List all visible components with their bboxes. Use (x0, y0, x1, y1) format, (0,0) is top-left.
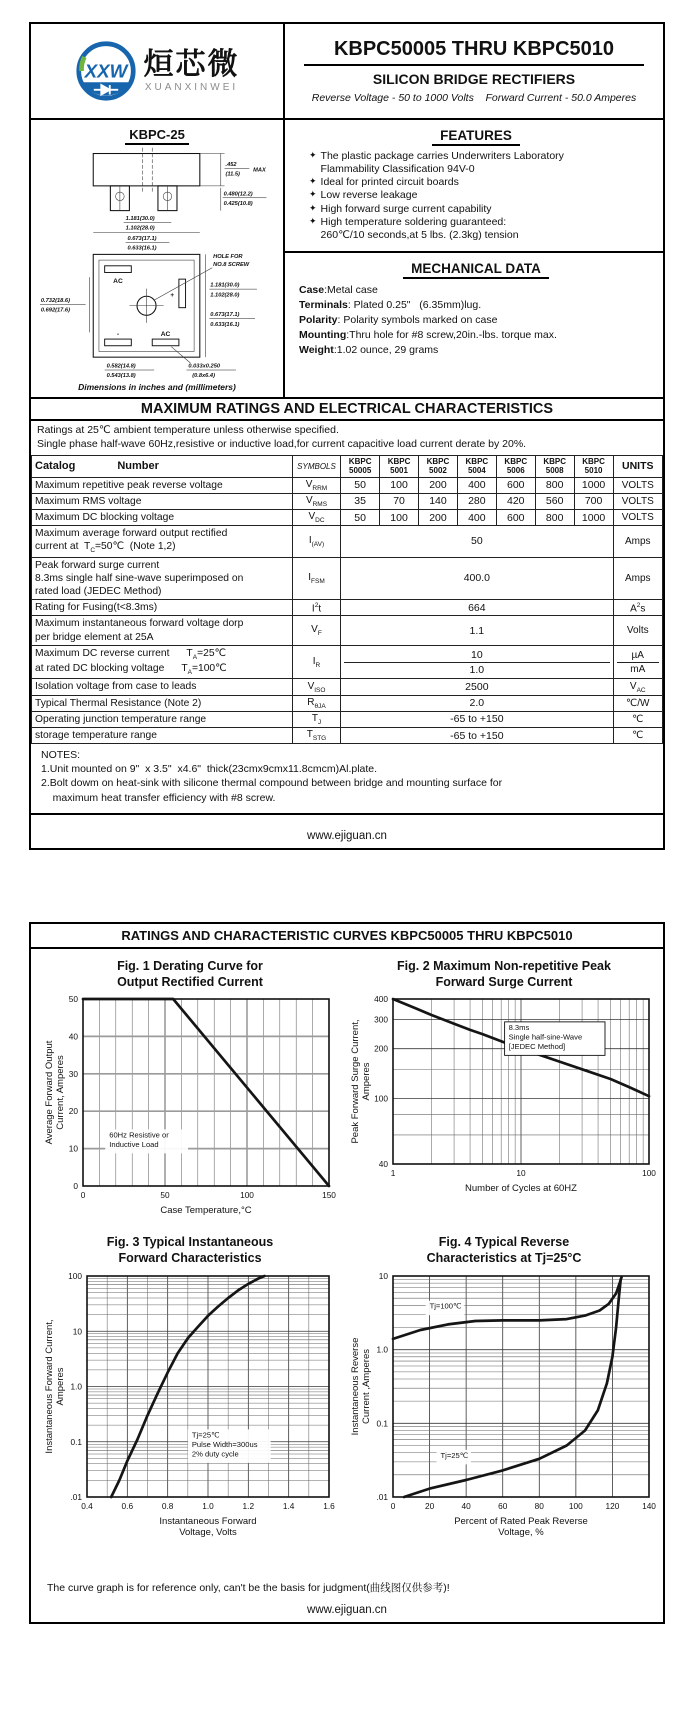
terminal-label-ac1: AC (113, 277, 123, 285)
mechanical-data-line: Terminals: Plated 0.25" (6.35mm)lug. (299, 298, 482, 311)
part-column-header: KBPC 5010 (574, 456, 613, 477)
svg-text:40: 40 (461, 1500, 471, 1511)
ratings-banner: MAXIMUM RATINGS AND ELECTRICAL CHARACTERISTICS (31, 397, 663, 421)
note-line: 1.Unit mounted on 9" x 3.5" x4.6" thick(23cmx9cmx11.8cmcm)Al.plate. (41, 763, 378, 776)
svg-text:100: 100 (240, 1190, 254, 1201)
table-row (32, 526, 663, 558)
dim-label: 1.102(28.0) (210, 292, 240, 299)
svg-text:400: 400 (374, 994, 388, 1005)
row-parameter: Maximum DC blocking voltage (32, 510, 293, 526)
charts-grid (31, 949, 663, 1552)
mechanical-data-line: Mounting:Thru hole for #8 screw,20in.-lbs. torque max. (299, 328, 557, 341)
svg-text:Case Temperature,°C: Case Temperature,°C (160, 1205, 252, 1217)
svg-text:100: 100 (68, 1270, 82, 1281)
row-parameter: Maximum average forward output rectified current at $T_C=50℃$ (Note 1,2) (32, 526, 293, 558)
row-unit: ℃/W (613, 695, 662, 711)
table-row (32, 645, 663, 679)
catalog-number-header: Catalog Number (32, 456, 293, 477)
row-value: 50 (341, 477, 380, 493)
fig3-forward-characteristics-chart (39, 1235, 341, 1551)
svg-text:1.0: 1.0 (202, 1500, 214, 1511)
svg-text:Tj=25℃: Tj=25℃ (440, 1450, 469, 1460)
row-value: 2500 (341, 679, 613, 695)
table-row (32, 711, 663, 727)
part-column-header: KBPC 5008 (535, 456, 574, 477)
svg-text:10: 10 (68, 1143, 78, 1154)
svg-text:200: 200 (374, 1043, 388, 1054)
row-parameter: Maximum DC reverse current $T_A=25℃$ at rated DC blocking voltage $T_A=100℃$ (32, 645, 293, 679)
svg-text:120: 120 (605, 1500, 620, 1511)
notes-lines (41, 762, 653, 805)
row-parameter: storage temperature range (32, 727, 293, 743)
curves-banner: RATINGS AND CHARACTERISTIC CURVES KBPC50005 THRU KBPC5010 (31, 924, 663, 949)
feature-bullet-icon: ✦ (309, 176, 317, 187)
feature-bullet-icon: ✦ (309, 189, 317, 200)
row-value: 420 (496, 493, 535, 509)
svg-text:Average Forward OutputCurrent,: Average Forward OutputCurrent, Amperes (44, 1040, 66, 1145)
row-value: 140 (419, 493, 458, 509)
row-unit: Volts (613, 616, 662, 645)
notes-title: NOTES: (41, 749, 81, 762)
dim-label: 0.543(13.8) (106, 373, 136, 380)
title-block (285, 24, 663, 118)
feature-item: ✦ High forward surge current capability (309, 202, 492, 215)
row-value: 400.0 (341, 557, 613, 600)
row-unit: VOLTS (613, 493, 662, 509)
logo-mark-icon (75, 40, 137, 102)
row-parameter: Operating junction temperature range (32, 711, 293, 727)
row-value: 100 (380, 477, 419, 493)
row-value: 664 (341, 600, 613, 616)
table-row (32, 727, 663, 743)
mechanical-data-line: Case:Metal case (299, 283, 378, 296)
notes-section (31, 744, 663, 815)
row-value: 700 (574, 493, 613, 509)
svg-text:Tj=25℃: Tj=25℃ (191, 1429, 220, 1439)
row-symbol: $V_{RRM}$ (292, 477, 340, 493)
svg-text:1.4: 1.4 (282, 1500, 295, 1511)
row-unit: Amps (613, 526, 662, 558)
svg-text:30: 30 (68, 1069, 78, 1080)
ratings-condition-line: Ratings at 25℃ ambient temperature unless otherwise specified. (37, 424, 339, 436)
content-columns (31, 120, 663, 397)
row-parameter: Maximum instantaneous forward voltage dorp per bridge element at 25A (32, 616, 293, 645)
table-header-row (32, 456, 663, 477)
svg-text:Tj=100℃: Tj=100℃ (429, 1301, 462, 1311)
row-unit: ℃ (613, 711, 662, 727)
row-value: 400 (457, 510, 496, 526)
dim-label: 0.673(17.1) (210, 312, 240, 319)
svg-text:0: 0 (390, 1500, 396, 1511)
table-row (32, 695, 663, 711)
row-value: 50 (341, 510, 380, 526)
row-value: 50 (341, 526, 613, 558)
doc-tagline: Reverse Voltage - 50 to 1000 Volts Forward Current - 50.0 Amperes (311, 92, 637, 104)
row-value: 560 (535, 493, 574, 509)
row-unit: Amps (613, 557, 662, 600)
row-value: 200 (419, 510, 458, 526)
fig1-title: Fig. 1 Derating Curve for Output Rectified Current (117, 959, 263, 989)
website-link[interactable]: www.ejiguan.cn (307, 830, 387, 842)
row-unit: VOLTS (613, 510, 662, 526)
brand-name-cn: 烜芯微 (143, 48, 240, 82)
svg-text:1.2: 1.2 (242, 1500, 255, 1511)
svg-text:Pulse Width=300us: Pulse Width=300us (191, 1439, 258, 1449)
row-unit: ℃ (613, 727, 662, 743)
feature-item: ✦ The plastic package carries Underwriters Laboratory Flammability Classification 94V-0 (309, 150, 564, 176)
svg-text:0.8: 0.8 (161, 1500, 174, 1511)
dim-label: 0.673(17.1) (127, 236, 157, 243)
svg-text:50: 50 (160, 1190, 170, 1201)
row-value: 2.0 (341, 695, 613, 711)
fig3-plot (39, 1269, 341, 1547)
fig4-reverse-characteristics-chart (345, 1235, 663, 1551)
svg-text:1.0: 1.0 (376, 1344, 388, 1355)
fig1-derating-curve-chart (39, 959, 341, 1229)
dim-label: 0.480(12.2) (223, 191, 253, 198)
svg-text:Instantaneous ReverseCurrent ,: Instantaneous ReverseCurrent ,Amperes (350, 1337, 372, 1435)
datasheet-page-1 (29, 22, 665, 850)
svg-text:Peak Forward Surge Current,Amp: Peak Forward Surge Current,Amperes (350, 1019, 372, 1144)
row-value: 1000 (574, 477, 613, 493)
ratings-table (31, 455, 663, 744)
row-value: 70 (380, 493, 419, 509)
table-row (32, 510, 663, 526)
fig2-title: Fig. 2 Maximum Non-repetitive Peak Forward Surge Current (397, 959, 611, 989)
row-value: 280 (457, 493, 496, 509)
table-row (32, 616, 663, 645)
brand-text (144, 49, 240, 93)
fig4-plot (345, 1269, 663, 1547)
svg-text:100: 100 (642, 1168, 656, 1179)
row-symbol: $R_{\theta JA}$ (292, 695, 340, 711)
svg-text:8.3ms: 8.3ms (508, 1023, 530, 1033)
package-outline-drawing (38, 144, 276, 380)
feature-bullet-icon: ✦ (309, 150, 317, 160)
package-caption: Dimensions in inches and (millimeters) (78, 382, 236, 392)
dim-label: 0.633(16.1) (127, 245, 157, 252)
logo-letters: XXW (84, 60, 127, 82)
svg-text:20: 20 (424, 1500, 435, 1511)
fig2-surge-current-chart (345, 959, 663, 1205)
hole-callout: HOLE FOR (213, 254, 243, 261)
doc-subtitle: SILICON BRIDGE RECTIFIERS (372, 71, 576, 87)
fig2-plot (345, 992, 663, 1200)
row-value: 35 (341, 493, 380, 509)
website-link[interactable]: www.ejiguan.cn (307, 1604, 387, 1616)
row-parameter: Typical Thermal Resistance (Note 2) (32, 695, 293, 711)
dim-label: 0.425(10.8) (223, 200, 253, 207)
svg-text:0: 0 (80, 1190, 86, 1201)
svg-text:.01: .01 (376, 1491, 388, 1502)
dim-label: (0.8x6.4) (192, 373, 215, 380)
fig4-title: Fig. 4 Typical Reverse Characteristics at Tj=25°C (426, 1235, 582, 1265)
mechanical-data-line: Polarity: Polarity symbols marked on case (299, 313, 498, 326)
row-unit: VOLTS (613, 477, 662, 493)
fig1-curve (83, 999, 329, 1186)
row-symbol: $I_{(AV)}$ (292, 526, 340, 558)
svg-text:2% duty cycle: 2% duty cycle (191, 1448, 239, 1458)
svg-text:100: 100 (568, 1500, 583, 1511)
svg-text:150: 150 (322, 1190, 336, 1201)
feature-bullet-icon: ✦ (309, 215, 317, 226)
row-unit: $A^2s$ (613, 600, 662, 616)
ratings-conditions (31, 421, 663, 455)
row-parameter: Peak forward surge current 8.3ms single half sine-wave superimposed on rated load (JEDEC Method) (32, 557, 293, 600)
ratings-condition-line: Single phase half-wave 60Hz,resistive or inductive load,for current capacitive load current derate by 20%. (37, 437, 527, 450)
row-symbol: $V_F$ (292, 616, 340, 645)
row-parameter: Rating for Fusing(t<8.3ms) (32, 600, 293, 616)
svg-text:40: 40 (378, 1159, 388, 1170)
row-unit: µA mA (613, 645, 662, 679)
row-symbol: $I_{FSM}$ (292, 557, 340, 600)
svg-text:100: 100 (374, 1093, 388, 1104)
table-row (32, 493, 663, 509)
row-value: 600 (496, 510, 535, 526)
row-unit: $V_{AC}$ (613, 679, 662, 695)
package-drawing-panel (31, 120, 285, 397)
fig1-plot (39, 992, 341, 1224)
header (31, 24, 663, 120)
part-column-header: KBPC 5002 (419, 456, 458, 477)
mechanical-data-section (285, 253, 663, 366)
part-column-header: KBPC 50005 (341, 456, 380, 477)
dim-label: .452 (225, 161, 237, 168)
svg-text:Single half-sine-Wave: Single half-sine-Wave (508, 1032, 583, 1042)
row-value: 200 (419, 477, 458, 493)
svg-text:1.6: 1.6 (323, 1500, 335, 1511)
row-value: 800 (535, 477, 574, 493)
datasheet-page-2 (29, 922, 665, 1624)
fig3-title: Fig. 3 Typical Instantaneous Forward Characteristics (106, 1235, 274, 1265)
svg-text:Number of Cycles at 60HZ: Number of Cycles at 60HZ (465, 1183, 577, 1195)
features-list (299, 150, 653, 242)
svg-text:10: 10 (72, 1325, 82, 1336)
part-column-header: KBPC 5004 (457, 456, 496, 477)
svg-text:10: 10 (378, 1270, 388, 1281)
package-name: KBPC-25 (125, 127, 189, 142)
svg-text:10: 10 (516, 1168, 526, 1179)
table-row (32, 477, 663, 493)
svg-text:50: 50 (68, 994, 78, 1005)
row-value: 1.1 (341, 616, 613, 645)
feature-item: ✦ Ideal for printed circuit boards (309, 176, 459, 189)
svg-text:60Hz Resistive or: 60Hz Resistive or (109, 1130, 169, 1140)
row-parameter: Isolation voltage from case to leads (32, 679, 293, 695)
row-value: 1000 (574, 510, 613, 526)
svg-text:Inductive Load: Inductive Load (109, 1140, 159, 1150)
row-value: -65 to +150 (341, 727, 613, 743)
svg-text:Instantaneous ForwardVoltage,: Instantaneous Forward Voltage, Volts (159, 1515, 257, 1538)
feature-bullet-icon: ✦ (309, 202, 317, 213)
feature-item: ✦ High temperature soldering guaranteed: 260℃/10 seconds,at 5 lbs. (2.3kg) tension (309, 215, 519, 241)
row-parameter: Maximum RMS voltage (32, 493, 293, 509)
dim-label: 0.033x0.250 (188, 363, 221, 370)
features-section (285, 120, 663, 253)
svg-text:20: 20 (68, 1106, 78, 1117)
row-value: 100 (380, 510, 419, 526)
row-symbol: $V_{ISO}$ (292, 679, 340, 695)
mechanical-data-list (299, 283, 653, 358)
units-header: UNITS (613, 456, 662, 477)
svg-text:140: 140 (642, 1500, 656, 1511)
row-value: 600 (496, 477, 535, 493)
row-value: 400 (457, 477, 496, 493)
svg-text:Instantaneous Forward Current,: Instantaneous Forward Current,Amperes (44, 1318, 66, 1454)
svg-text:300: 300 (374, 1014, 388, 1025)
svg-text:0: 0 (73, 1181, 78, 1192)
row-value: 800 (535, 510, 574, 526)
row-symbol: $T_{STG}$ (292, 727, 340, 743)
svg-text:0.4: 0.4 (81, 1500, 93, 1511)
dim-label: 0.732(18.6) (40, 297, 70, 304)
svg-text:[JEDEC Method]: [JEDEC Method] (508, 1042, 566, 1052)
hole-callout: NO.8 SCREW (213, 261, 250, 268)
right-column (285, 120, 663, 397)
note-line: 2.Bolt dowm on heat-sink with silicone thermal compound between bridge and mounting surface for (41, 777, 503, 790)
row-symbol: $V_{DC}$ (292, 510, 340, 526)
svg-text:0.1: 0.1 (70, 1436, 82, 1447)
dim-label: 0.633(16.1) (210, 321, 240, 328)
row-symbol: $I_R$ (292, 645, 340, 679)
brand-name-en: XUANXINWEI (144, 81, 239, 93)
dim-label: 0.582(14.8) (106, 363, 136, 370)
disclaimer-note: The curve graph is for reference only, can't be the basis for judgment(曲线图仅供参考)! (47, 1581, 450, 1594)
page-title: KBPC50005 THRU KBPC5010 (333, 38, 615, 60)
svg-text:1.0: 1.0 (70, 1381, 82, 1391)
row-parameter: Maximum repetitive peak reverse voltage (32, 477, 293, 493)
svg-text:0.1: 0.1 (376, 1417, 388, 1428)
svg-text:60: 60 (498, 1500, 508, 1511)
mechanical-data-title: MECHANICAL DATA (299, 261, 653, 276)
svg-text:Percent of Rated Peak ReverseV: Percent of Rated Peak Reverse Voltage, % (454, 1515, 588, 1538)
table-row (32, 600, 663, 616)
dim-label: 1.181(30.0) (125, 216, 155, 223)
note-line: maximum heat transfer efficiency with #8 screw. (41, 791, 276, 804)
svg-text:1: 1 (390, 1168, 396, 1179)
row-symbol: $I^2t$ (292, 600, 340, 616)
mechanical-data-line: Weight:1.02 ounce, 29 grams (299, 343, 439, 356)
terminal-label-plus: + (170, 292, 175, 300)
svg-text:80: 80 (534, 1500, 544, 1511)
dim-label: MAX (253, 167, 266, 174)
terminal-label-ac2: AC (160, 331, 171, 339)
features-title: FEATURES (299, 128, 653, 143)
row-value: -65 to +150 (341, 711, 613, 727)
svg-text:.01: .01 (70, 1491, 82, 1502)
row-symbol: $T_J$ (292, 711, 340, 727)
table-row (32, 557, 663, 600)
terminal-label-minus: - (116, 331, 120, 339)
part-column-header: KBPC 5001 (380, 456, 419, 477)
dim-label: 1.181(30.0) (210, 282, 240, 289)
part-column-header: KBPC 5006 (496, 456, 535, 477)
brand-logo (31, 24, 285, 118)
symbols-header: SYMBOLS (292, 456, 340, 477)
svg-text:40: 40 (68, 1031, 78, 1042)
title-divider (304, 64, 644, 66)
svg-text:0.6: 0.6 (121, 1500, 134, 1511)
row-value: 10 1.0 (341, 645, 613, 679)
table-row (32, 679, 663, 695)
feature-item: ✦ Low reverse leakage (309, 189, 418, 202)
row-symbol: $V_{RMS}$ (292, 493, 340, 509)
dim-label: (11.5) (225, 171, 240, 178)
dim-label: 1.102(28.0) (125, 225, 155, 232)
dim-label: 0.692(17.6) (40, 307, 70, 314)
